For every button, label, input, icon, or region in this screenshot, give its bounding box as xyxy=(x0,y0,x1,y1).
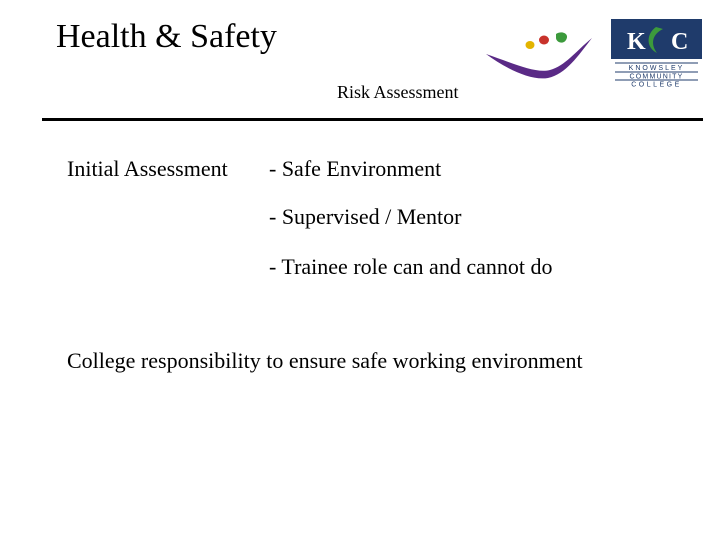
college-logo-icon xyxy=(611,19,702,87)
slide-subtitle: Risk Assessment xyxy=(337,82,459,102)
list-item: - Safe Environment xyxy=(269,156,442,181)
slide-title: Health & Safety xyxy=(56,18,277,55)
swoosh-logo-icon xyxy=(480,24,605,84)
header-divider xyxy=(42,118,703,121)
logo-line-3: COLLEGE xyxy=(631,81,682,87)
list-item: - Supervised / Mentor xyxy=(269,204,462,229)
logo-line-1: KNOWSLEY xyxy=(628,65,685,72)
responsibility-statement: College responsibility to ensure safe working environment xyxy=(67,348,583,373)
list-item: - Trainee role can and cannot do xyxy=(269,254,553,279)
logo-initial-left: K xyxy=(627,29,646,55)
section-label: Initial Assessment xyxy=(67,156,228,181)
logo-initial-right: C xyxy=(671,29,689,55)
logo-line-2: COMMUNITY xyxy=(629,73,684,81)
